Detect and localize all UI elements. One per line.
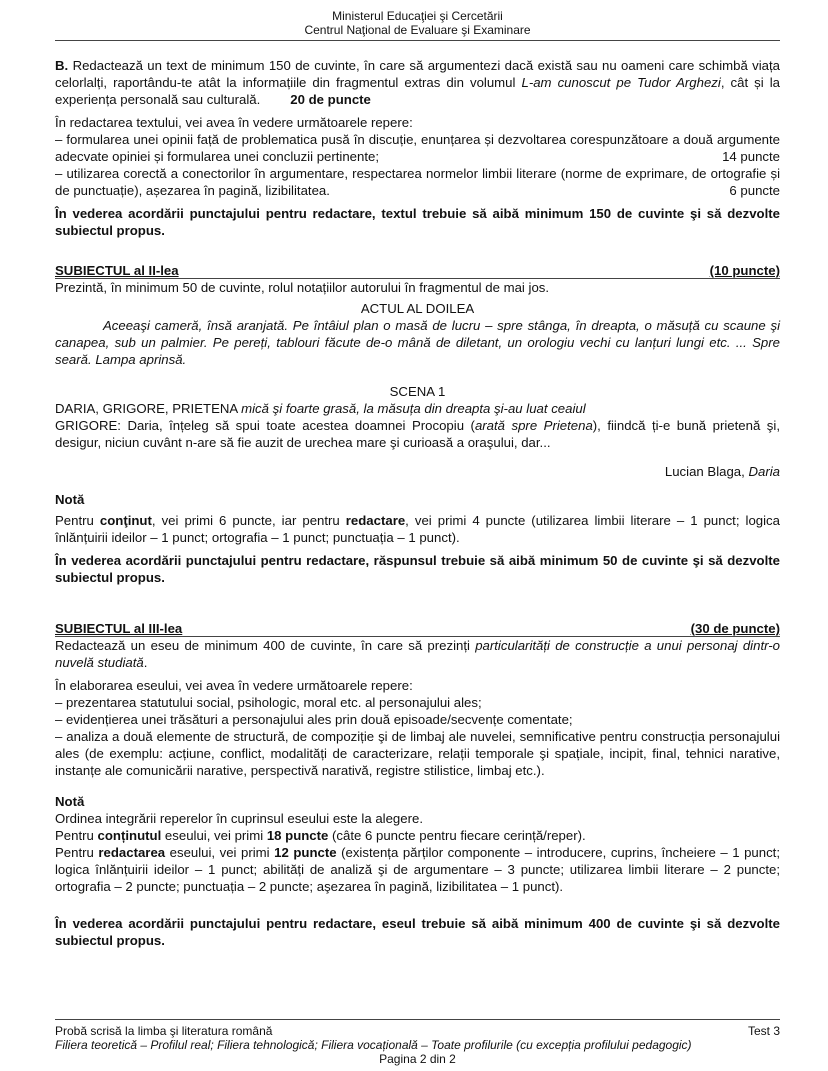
subject-3-item3: – analiza a două elemente de structură, de compoziție şi de limbaj ale nuvelei, semnificative pentru construcția personajului ales (de exemplu: acțiune, conflict, modalități de caracterizare, relații temporale şi spațiale, incipit, final, tehnici narative, instanțe ale comunicării narative, perspectivă narativă, registre stilistice, limbaj etc.). [55, 729, 780, 778]
footer-page-number: Pagina 2 din 2 [379, 1052, 456, 1066]
subject-2-points: (10 puncte) [709, 263, 780, 278]
ministry-name: Ministerul Educaţiei şi Cercetării [332, 9, 503, 23]
subject-2-bold-note: În vederea acordării punctajului pentru redactare, răspunsul trebuie să aibă minimum 50 de cuvinte şi să dezvolte subiectul propus. [55, 553, 780, 585]
subject-3-item1: – prezentarea statutului social, psihologic, moral etc. al personajului ales; [55, 695, 482, 710]
scene-characters: DARIA, GRIGORE, PRIETENA mică şi foarte grasă, la măsuța din dreapta şi-au luat ceaiul [55, 401, 586, 416]
section-b [55, 57, 780, 239]
subject-3-item2: – evidențierea unei trăsături a personajului ales prin două episoade/secvențe comentate; [55, 712, 573, 727]
subject-3-bold-note: În vederea acordării punctajului pentru redactare, eseul trebuie să aibă minimum 400 de cuvinte şi să dezvolte subiectul propus. [55, 916, 780, 948]
footer-row-1 [55, 1024, 780, 1038]
subject-2-rule [55, 278, 780, 279]
section-b-item2: – utilizarea corectă a conectorilor în argumentare, respectarea normelor limbii literare (norme de exprimare, de ortografie și de punctuație), așezarea în pagină, lizibilitatea. 6 puncte [55, 166, 780, 198]
footer-divider [55, 1019, 780, 1020]
stage-directions: Aceeaşi cameră, însă aranjată. Pe întâiul plan o masă de lucru – spre stânga, în dreapta, o măsuță cu scaune şi canapea, sub un palmier. Pe pereți, tablouri făcute de-o mână de diletant, un orologiu vechi cu lanțuri lungi etc. ... Spre seară. Lampa aprinsă. [55, 318, 780, 367]
header-divider [55, 40, 780, 41]
footer-profile: Filiera teoretică – Profilul real; Filiera tehnologică; Filiera vocațională – Toate profilurile (cu excepția profilului pedagogic) [55, 1038, 692, 1052]
subject-2 [55, 262, 780, 586]
footer-test-number: Test 3 [747, 1024, 780, 1038]
footer-exam-name: Probă scrisă la limba şi literatura română [55, 1024, 273, 1038]
subject-3-task: Redactează un eseu de minimum 400 de cuvinte, în care să prezinți particularități de construcție a unui personaj dintr-o nuvelă studiată. [55, 638, 780, 670]
subject-2-title: SUBIECTUL al II-lea [55, 263, 179, 278]
center-name: Centrul Naţional de Evaluare şi Examinare [304, 23, 531, 37]
subject-2-note-title: Notă [55, 492, 85, 507]
section-b-item1: – formularea unei opinii față de problematica pusă în discuție, enunțarea și dezvoltarea corespunzătoare a două argumente adecvate opiniei și formularea unei concluzii pertinente; 14 puncte [55, 132, 780, 164]
subject-3-heading [55, 620, 780, 637]
subject-3-intro: În elaborarea eseului, vei avea în vedere următoarele repere: [55, 678, 413, 693]
page-footer [55, 1024, 780, 1066]
subject-3-points: (30 de puncte) [690, 621, 780, 636]
act-heading: ACTUL AL DOILEA [360, 301, 475, 316]
section-b-bold-note: În vederea acordării punctajului pentru redactare, textul trebuie să aibă minimum 150 de cuvinte şi să dezvolte subiectul propus. [55, 206, 780, 238]
subject-2-note: Pentru conţinut, vei primi 6 puncte, iar pentru redactare, vei primi 4 puncte (utilizarea limbii literare – 1 punct; logica înlănțuirii ideilor – 1 punct; ortografia – 1 punct; punctuația – 1 punct). [55, 513, 780, 545]
section-b-intro: În redactarea textului, vei avea în vedere următoarele repere: [55, 115, 413, 130]
subject-3 [55, 620, 780, 949]
subject-3-note-line1: Ordinea integrării reperelor în cuprinsul eseului este la alegere. [55, 811, 423, 826]
subject-2-task: Prezintă, în minimum 50 de cuvinte, rolul notațiilor autorului în fragmentul de mai jos. [55, 280, 550, 295]
source-attribution: Lucian Blaga, Daria [664, 464, 780, 479]
scene-heading: SCENA 1 [389, 384, 446, 399]
page-header [55, 9, 780, 37]
section-b-points: 20 de puncte [290, 92, 371, 107]
subject-3-note-line3: Pentru redactarea eseului, vei primi 12 puncte (existența părților componente – introducere, cuprins, încheiere – 1 punct; logica înlănțuirii ideilor – 1 punct; abilități de analiză şi de argumentare – 3 puncte; utilizarea limbii literare – 2 puncte; ortografia – 2 puncte; punctuația – 2 puncte; aşezarea în pagină, lizibilitatea – 1 punct). [55, 845, 780, 894]
section-b-task: B. Redactează un text de minimum 150 de cuvinte, în care să argumentezi dacă există sau nu oameni care schimbă viața celorlalți, raportându-te atât la informațiile din fragmentul extras din volumul L-am cunoscut pe Tudor Arghezi, cât și la experiența personală sau culturală. 20 de puncte [55, 58, 781, 107]
subject-3-note-line2: Pentru conținutul eseului, vei primi 18 puncte (câte 6 puncte pentru fiecare cerință/reper). [55, 828, 586, 843]
scene-dialog: GRIGORE: Daria, înțeleg să spui toate acestea doamnei Procopiu (arată spre Prietena), fiindcă ți-e bună prietenă şi, desigur, niciun cuvânt n-are să fie auzit de urechea mare şi curioasă a oraşului, dar... [55, 418, 780, 450]
subject-3-title: SUBIECTUL al III-lea [55, 621, 183, 636]
exam-page [55, 0, 780, 1071]
subject-3-rule [55, 636, 780, 637]
subject-3-note-title: Notă [55, 794, 85, 809]
subject-2-heading [55, 262, 780, 279]
